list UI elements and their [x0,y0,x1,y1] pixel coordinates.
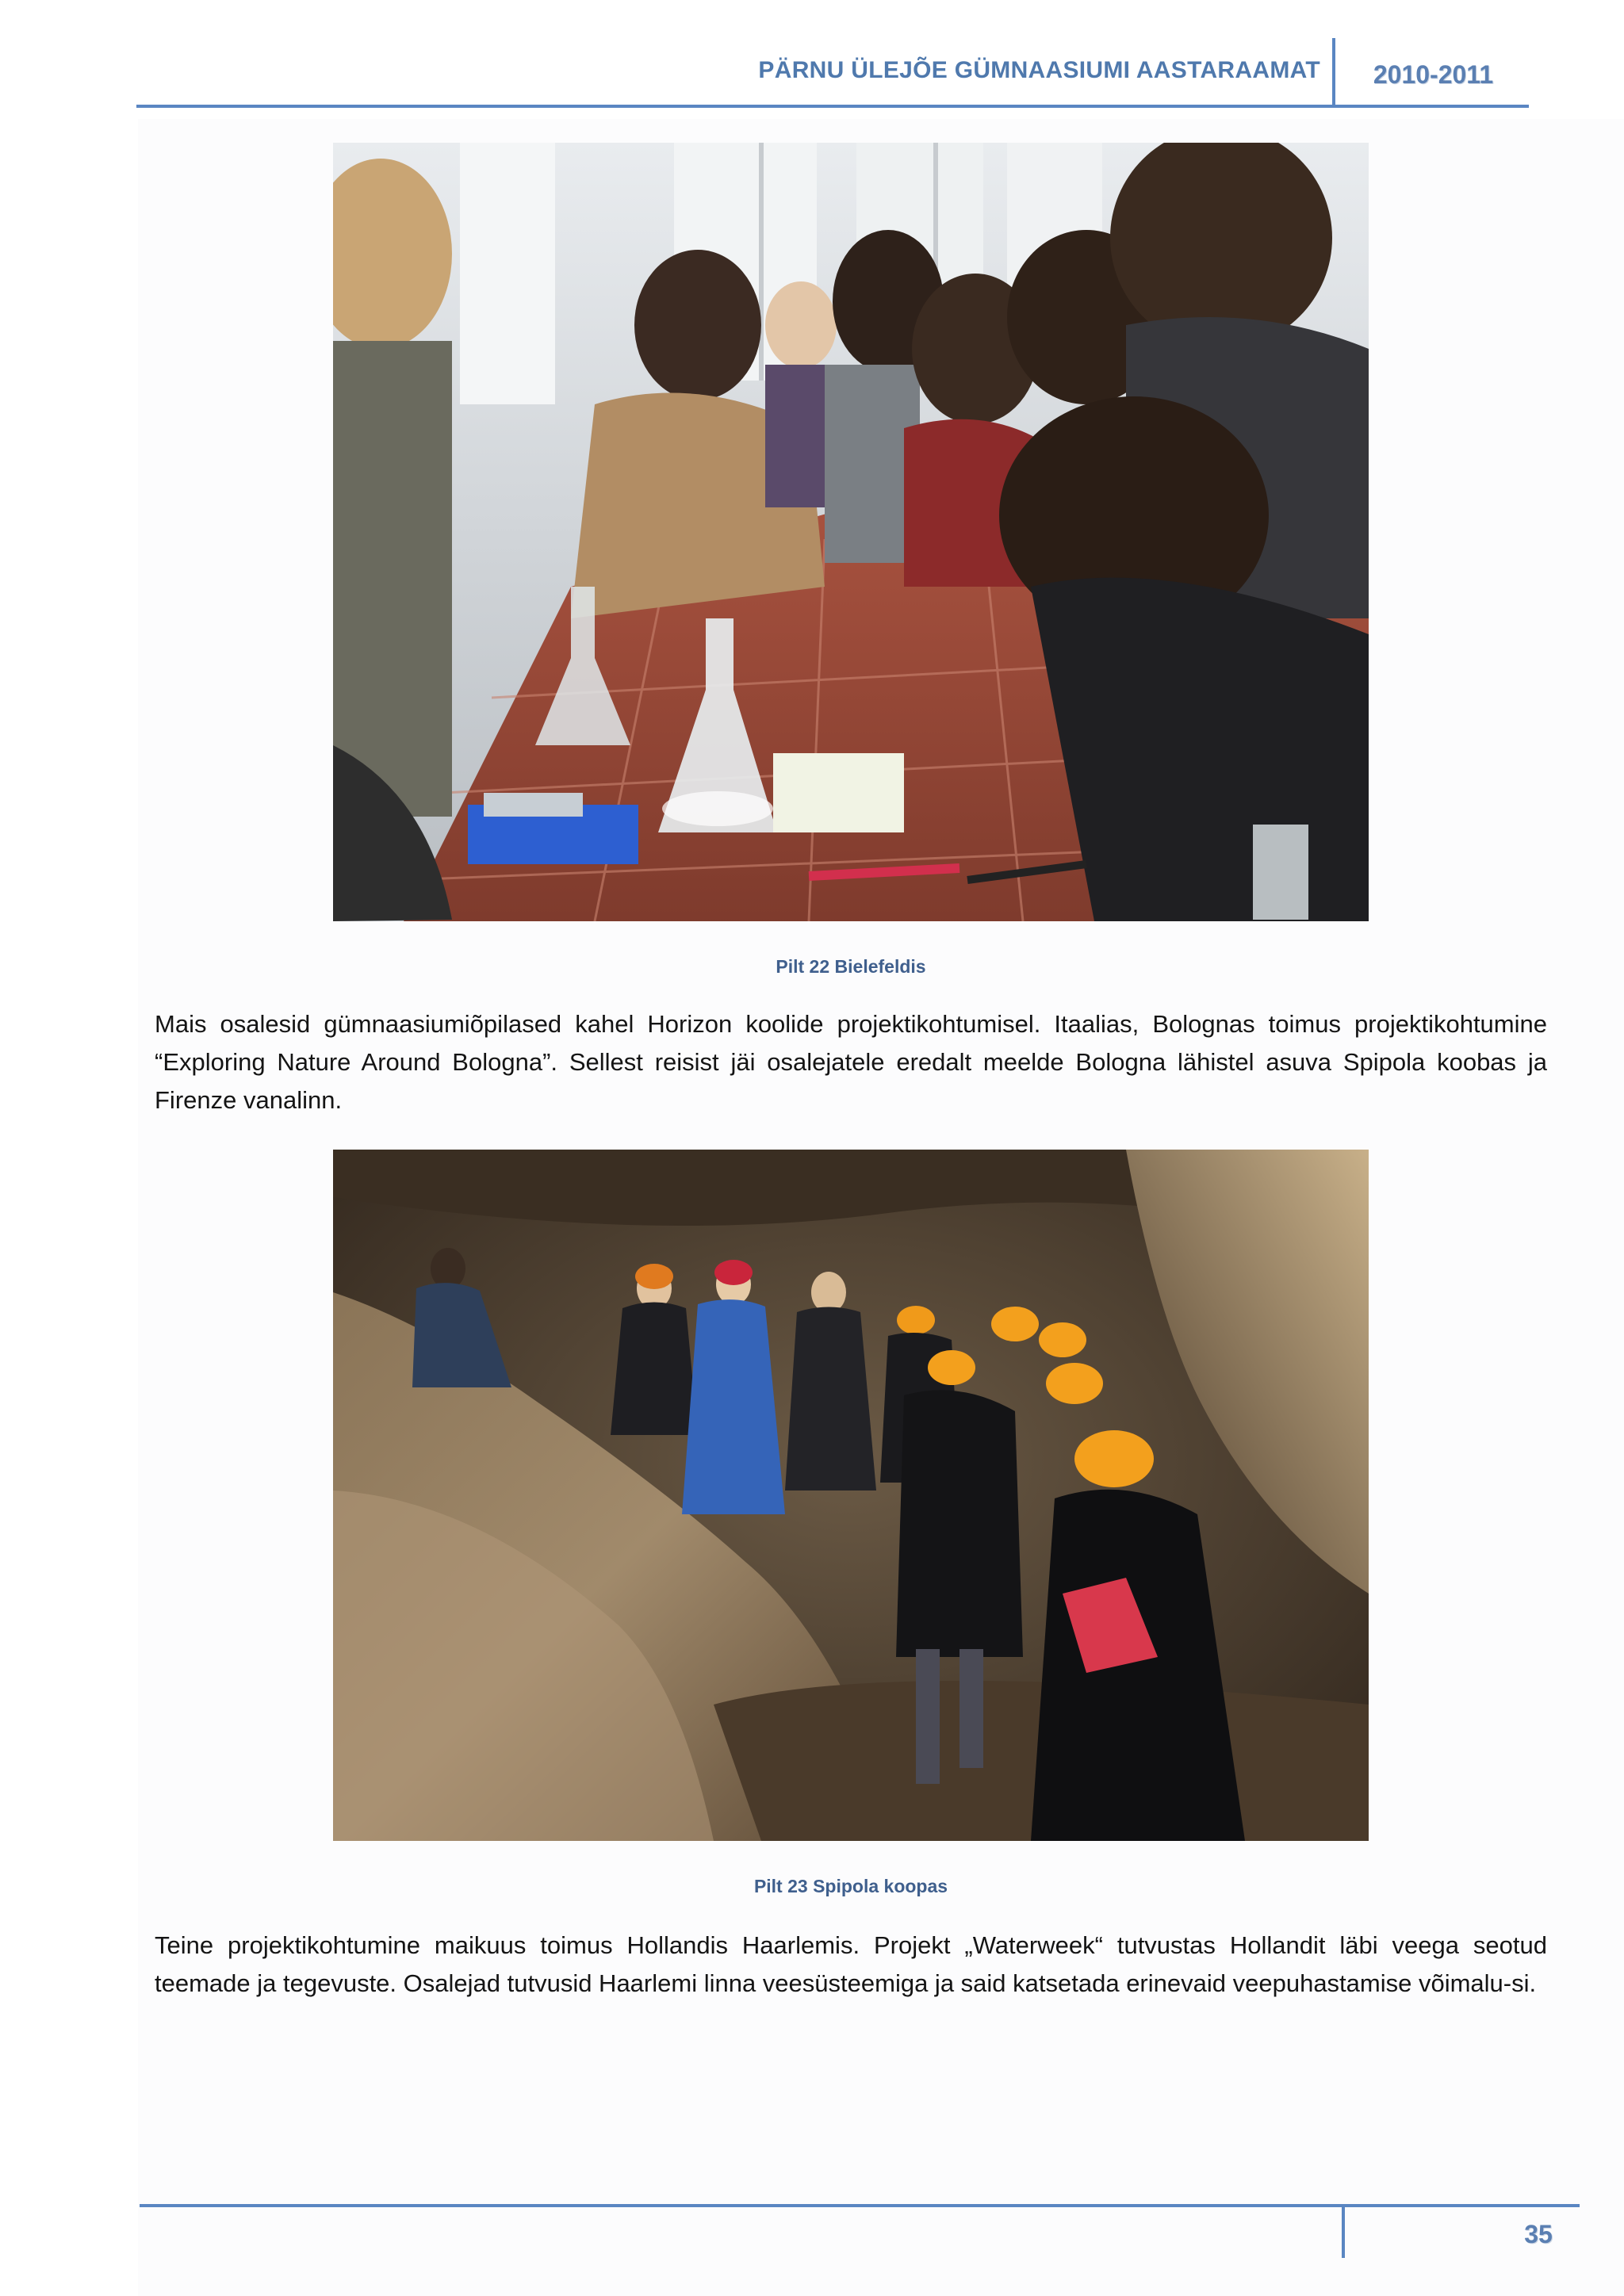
yearbook-year: 2010-2011 [1373,60,1494,89]
figure-photo-laboratory [333,143,1369,921]
page-number: 35 [1524,2220,1553,2248]
figure-photo-cave [333,1150,1369,1841]
figure-caption: Pilt 22 Bielefeldis [776,956,926,977]
yearbook-title: PÄRNU ÜLEJÕE GÜMNAASIUMI AASTARAAMAT [758,57,1320,83]
footer-rule [140,2204,1580,2207]
figure-caption: Pilt 23 Spipola koopas [753,1876,948,1896]
footer-divider [1342,2206,1345,2258]
header-divider [1332,38,1335,106]
body-paragraph: Teine projektikohtumine maikuus toimus Hollandis Haarlemis. Projekt „Waterweek“ tutvustas Hollandit läbi veega seotud teemade ja tegevuste. Osalejad tutvusid Haarlemi linna veesüsteemiga ja said katsetada erinevaid veepuhastamise võimalu-si. [155,1931,1547,1997]
body-paragraph: Mais osalesid gümnaasiumiõpilased kahel Horizon koolide projektikohtumisel. Itaalias, Bolognas toimus projektikohtumine “Exploring Nature Around Bologna”. Sellest reisist jäi osalejatele eredalt meelde Bologna lähistel asuva Spipola koobas ja Firenze vanalinn. [155,1010,1547,1114]
header-rule [136,105,1529,108]
